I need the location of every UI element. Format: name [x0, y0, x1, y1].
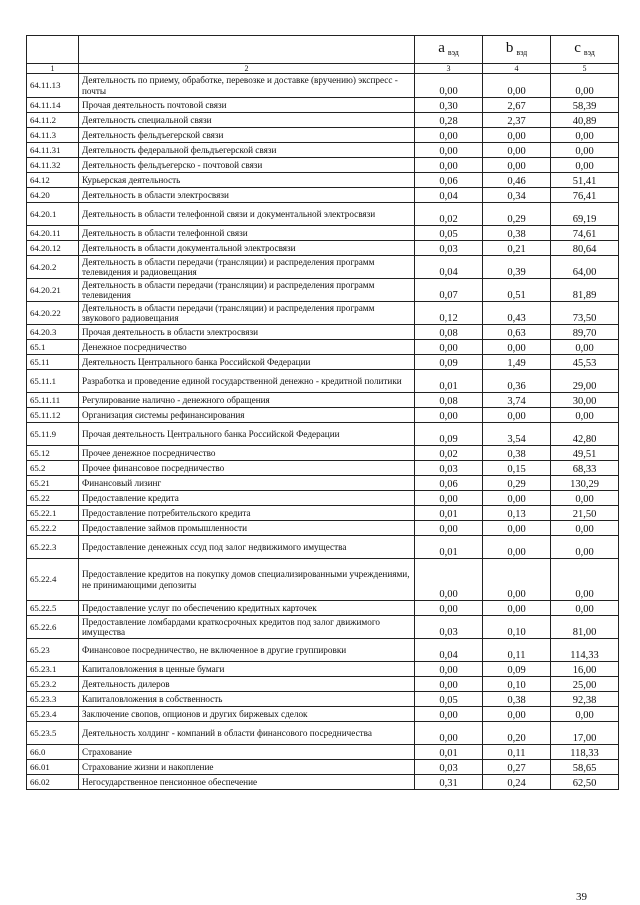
row-value-b: 0,27: [483, 760, 551, 775]
row-value-b: 0,20: [483, 722, 551, 745]
row-description: Деятельность в области передачи (трансляции) и распределения программ телевидения: [79, 279, 415, 302]
data-table: [26, 35, 619, 790]
row-description: Деятельность дилеров: [79, 677, 415, 692]
row-value-a: 0,06: [415, 476, 483, 491]
table-row: [27, 256, 619, 279]
row-value-c: 40,89: [551, 113, 619, 128]
row-code: 64.11.2: [27, 113, 79, 128]
row-value-a: 0,28: [415, 113, 483, 128]
row-description: Курьерская деятельность: [79, 173, 415, 188]
row-value-c: 58,39: [551, 98, 619, 113]
row-value-b: 0,00: [483, 143, 551, 158]
row-value-c: 0,00: [551, 707, 619, 722]
row-value-c: 0,00: [551, 559, 619, 601]
row-value-c: 0,00: [551, 143, 619, 158]
row-code: 65.22: [27, 491, 79, 506]
row-description: Деятельность в области телефонной связи: [79, 226, 415, 241]
row-value-b: 0,00: [483, 408, 551, 423]
row-value-a: 0,08: [415, 393, 483, 408]
row-value-c: 58,65: [551, 760, 619, 775]
row-description: Капиталовложения в ценные бумаги: [79, 662, 415, 677]
table-row: [27, 393, 619, 408]
table-row: [27, 521, 619, 536]
table-row: [27, 775, 619, 790]
index-cell: 2: [79, 64, 415, 74]
row-value-a: 0,05: [415, 692, 483, 707]
table-row: [27, 188, 619, 203]
row-value-a: 0,04: [415, 639, 483, 662]
row-description: Предоставление потребительского кредита: [79, 506, 415, 521]
row-value-c: 29,00: [551, 370, 619, 393]
index-row: [27, 64, 619, 74]
table-row: [27, 446, 619, 461]
header-cell-b: b $_{вэд}$: [483, 36, 551, 64]
row-description: Предоставление кредита: [79, 491, 415, 506]
index-cell: 4: [483, 64, 551, 74]
row-code: 66.0: [27, 745, 79, 760]
row-value-c: 0,00: [551, 491, 619, 506]
row-code: 64.20.1: [27, 203, 79, 226]
table-row: [27, 203, 619, 226]
row-value-b: 0,15: [483, 461, 551, 476]
row-value-a: 0,12: [415, 302, 483, 325]
row-value-c: 45,53: [551, 355, 619, 370]
row-description: Предоставление займов промышленности: [79, 521, 415, 536]
row-code: 65.12: [27, 446, 79, 461]
row-description: Деятельность фельдъегерской связи: [79, 128, 415, 143]
row-value-b: 3,74: [483, 393, 551, 408]
row-value-a: 0,04: [415, 256, 483, 279]
row-value-b: 0,00: [483, 601, 551, 616]
row-description: Регулирование налично - денежного обращения: [79, 393, 415, 408]
row-value-c: 0,00: [551, 158, 619, 173]
row-value-b: 0,29: [483, 476, 551, 491]
row-code: 65.23.1: [27, 662, 79, 677]
row-code: 64.11.13: [27, 74, 79, 98]
row-code: 65.21: [27, 476, 79, 491]
row-code: 64.11.3: [27, 128, 79, 143]
row-value-b: 0,00: [483, 74, 551, 98]
row-description: Прочая деятельность Центрального банка Российской Федерации: [79, 423, 415, 446]
row-value-a: 0,00: [415, 143, 483, 158]
row-value-a: 0,00: [415, 559, 483, 601]
table-row: [27, 113, 619, 128]
row-value-a: 0,01: [415, 536, 483, 559]
row-value-c: 51,41: [551, 173, 619, 188]
row-description: Деятельность в области передачи (трансляции) и распределения программ телевидения и радиовещания: [79, 256, 415, 279]
row-value-b: 0,09: [483, 662, 551, 677]
row-value-c: 81,89: [551, 279, 619, 302]
row-value-c: 114,33: [551, 639, 619, 662]
row-value-a: 0,00: [415, 158, 483, 173]
row-code: 64.20.21: [27, 279, 79, 302]
row-value-a: 0,30: [415, 98, 483, 113]
row-value-b: 0,38: [483, 692, 551, 707]
row-description: Денежное посредничество: [79, 340, 415, 355]
row-code: 65.22.1: [27, 506, 79, 521]
row-code: 66.02: [27, 775, 79, 790]
table-row: [27, 601, 619, 616]
row-value-c: 74,61: [551, 226, 619, 241]
row-value-c: 49,51: [551, 446, 619, 461]
table-row: [27, 279, 619, 302]
row-value-c: 25,00: [551, 677, 619, 692]
row-value-c: 69,19: [551, 203, 619, 226]
row-description: Прочее денежное посредничество: [79, 446, 415, 461]
row-description: Предоставление ломбардами краткосрочных кредитов под залог движимого имущества: [79, 616, 415, 639]
row-value-b: 1,49: [483, 355, 551, 370]
row-value-a: 0,00: [415, 408, 483, 423]
row-description: Предоставление денежных ссуд под залог недвижимого имущества: [79, 536, 415, 559]
row-value-b: 2,37: [483, 113, 551, 128]
row-value-b: 0,36: [483, 370, 551, 393]
row-description: Организация системы рефинансирования: [79, 408, 415, 423]
row-value-b: 0,00: [483, 536, 551, 559]
table-row: [27, 226, 619, 241]
row-description: Деятельность холдинг - компаний в области финансового посредничества: [79, 722, 415, 745]
row-code: 64.20.3: [27, 325, 79, 340]
row-code: 65.23.3: [27, 692, 79, 707]
table-row: [27, 74, 619, 98]
row-value-b: 0,39: [483, 256, 551, 279]
row-description: Прочее финансовое посредничество: [79, 461, 415, 476]
row-value-a: 0,02: [415, 203, 483, 226]
row-code: 65.11.1: [27, 370, 79, 393]
row-value-a: 0,03: [415, 760, 483, 775]
table-row: [27, 325, 619, 340]
table-row: [27, 355, 619, 370]
row-value-b: 0,11: [483, 745, 551, 760]
row-value-b: 0,00: [483, 559, 551, 601]
row-description: Прочая деятельность в области электросвязи: [79, 325, 415, 340]
row-value-a: 0,09: [415, 423, 483, 446]
row-description: Предоставление кредитов на покупку домов специализированными учреждениями, не принимающими депозиты: [79, 559, 415, 601]
row-code: 65.23: [27, 639, 79, 662]
table-row: [27, 692, 619, 707]
table-row: [27, 722, 619, 745]
header-cell-code: [27, 36, 79, 64]
row-code: 64.20.12: [27, 241, 79, 256]
header-cell-desc: [79, 36, 415, 64]
row-value-b: 0,38: [483, 446, 551, 461]
header-row: [27, 36, 619, 64]
row-description: Капиталовложения в собственность: [79, 692, 415, 707]
row-value-b: 0,10: [483, 677, 551, 692]
row-description: Деятельность специальной связи: [79, 113, 415, 128]
row-code: 65.23.5: [27, 722, 79, 745]
row-code: 65.11: [27, 355, 79, 370]
row-value-c: 81,00: [551, 616, 619, 639]
row-value-b: 0,00: [483, 491, 551, 506]
table-row: [27, 760, 619, 775]
index-cell: 3: [415, 64, 483, 74]
row-value-b: 3,54: [483, 423, 551, 446]
row-value-c: 68,33: [551, 461, 619, 476]
row-description: Предоставление услуг по обеспечению кредитных карточек: [79, 601, 415, 616]
table-row: [27, 423, 619, 446]
table-row: [27, 707, 619, 722]
row-value-c: 0,00: [551, 536, 619, 559]
table-row: [27, 408, 619, 423]
row-value-c: 76,41: [551, 188, 619, 203]
row-value-a: 0,00: [415, 677, 483, 692]
row-code: 64.20.11: [27, 226, 79, 241]
header-cell-a: a $_{вэд}$: [415, 36, 483, 64]
row-value-c: 21,50: [551, 506, 619, 521]
row-value-a: 0,01: [415, 506, 483, 521]
table-row: [27, 662, 619, 677]
row-code: 64.20: [27, 188, 79, 203]
row-value-b: 0,00: [483, 707, 551, 722]
row-value-a: 0,03: [415, 461, 483, 476]
table-row: [27, 98, 619, 113]
row-value-a: 0,00: [415, 662, 483, 677]
row-value-a: 0,00: [415, 128, 483, 143]
row-value-c: 16,00: [551, 662, 619, 677]
row-value-c: 0,00: [551, 128, 619, 143]
row-value-b: 0,11: [483, 639, 551, 662]
row-value-c: 80,64: [551, 241, 619, 256]
table-row: [27, 536, 619, 559]
row-value-b: 0,46: [483, 173, 551, 188]
row-value-c: 0,00: [551, 408, 619, 423]
row-code: 64.11.31: [27, 143, 79, 158]
row-value-c: 89,70: [551, 325, 619, 340]
row-value-a: 0,00: [415, 521, 483, 536]
row-value-b: 0,10: [483, 616, 551, 639]
row-code: 65.1: [27, 340, 79, 355]
row-code: 64.12: [27, 173, 79, 188]
table-row: [27, 173, 619, 188]
row-value-a: 0,09: [415, 355, 483, 370]
row-code: 65.22.2: [27, 521, 79, 536]
row-value-b: 0,38: [483, 226, 551, 241]
row-value-a: 0,08: [415, 325, 483, 340]
row-value-b: 0,13: [483, 506, 551, 521]
row-description: Деятельность в области передачи (трансляции) и распределения программ звукового радиовещания: [79, 302, 415, 325]
row-code: 65.22.5: [27, 601, 79, 616]
row-code: 64.20.2: [27, 256, 79, 279]
row-code: 65.11.11: [27, 393, 79, 408]
row-code: 65.22.6: [27, 616, 79, 639]
row-value-b: 0,63: [483, 325, 551, 340]
row-value-a: 0,06: [415, 173, 483, 188]
row-value-c: 17,00: [551, 722, 619, 745]
row-code: 65.2: [27, 461, 79, 476]
table-row: [27, 302, 619, 325]
row-value-a: 0,31: [415, 775, 483, 790]
row-value-a: 0,03: [415, 616, 483, 639]
row-value-c: 62,50: [551, 775, 619, 790]
row-value-a: 0,00: [415, 722, 483, 745]
row-description: Страхование жизни и накопление: [79, 760, 415, 775]
table-row: [27, 241, 619, 256]
table-row: [27, 677, 619, 692]
table-row: [27, 559, 619, 601]
row-code: 65.22.3: [27, 536, 79, 559]
row-value-a: 0,02: [415, 446, 483, 461]
row-description: Негосударственное пенсионное обеспечение: [79, 775, 415, 790]
row-value-b: 0,34: [483, 188, 551, 203]
table-row: [27, 340, 619, 355]
table-row: [27, 158, 619, 173]
row-value-c: 0,00: [551, 340, 619, 355]
table-row: [27, 745, 619, 760]
row-value-c: 130,29: [551, 476, 619, 491]
row-value-b: 0,43: [483, 302, 551, 325]
row-description: Страхование: [79, 745, 415, 760]
row-code: 64.20.22: [27, 302, 79, 325]
row-description: Финансовое посредничество, не включенное в другие группировки: [79, 639, 415, 662]
row-value-b: 0,21: [483, 241, 551, 256]
row-value-a: 0,00: [415, 74, 483, 98]
row-value-a: 0,00: [415, 707, 483, 722]
index-cell: 1: [27, 64, 79, 74]
row-code: 65.11.12: [27, 408, 79, 423]
row-value-a: 0,00: [415, 491, 483, 506]
row-value-a: 0,05: [415, 226, 483, 241]
row-value-c: 0,00: [551, 521, 619, 536]
row-description: Деятельность федеральной фельдъегерской связи: [79, 143, 415, 158]
table-row: [27, 143, 619, 158]
table-row: [27, 639, 619, 662]
row-value-c: 73,50: [551, 302, 619, 325]
row-value-b: 0,00: [483, 158, 551, 173]
row-code: 65.23.4: [27, 707, 79, 722]
table-row: [27, 506, 619, 521]
table-row: [27, 128, 619, 143]
row-description: Деятельность фельдъегерско - почтовой связи: [79, 158, 415, 173]
row-value-c: 30,00: [551, 393, 619, 408]
row-value-a: 0,01: [415, 370, 483, 393]
row-code: 65.11.9: [27, 423, 79, 446]
row-description: Прочая деятельность почтовой связи: [79, 98, 415, 113]
row-code: 65.23.2: [27, 677, 79, 692]
row-value-b: 0,00: [483, 128, 551, 143]
row-value-c: 0,00: [551, 74, 619, 98]
row-code: 66.01: [27, 760, 79, 775]
table-row: [27, 370, 619, 393]
index-cell: 5: [551, 64, 619, 74]
row-value-b: 0,29: [483, 203, 551, 226]
table-row: [27, 491, 619, 506]
row-description: Деятельность в области документальной электросвязи: [79, 241, 415, 256]
row-value-a: 0,00: [415, 601, 483, 616]
row-value-a: 0,07: [415, 279, 483, 302]
row-code: 64.11.32: [27, 158, 79, 173]
row-description: Заключение свопов, опционов и других биржевых сделок: [79, 707, 415, 722]
row-description: Деятельность в области электросвязи: [79, 188, 415, 203]
header-cell-c: c $_{вэд}$: [551, 36, 619, 64]
row-value-b: 2,67: [483, 98, 551, 113]
row-description: Финансовый лизинг: [79, 476, 415, 491]
row-description: Деятельность в области телефонной связи и документальной электросвязи: [79, 203, 415, 226]
row-description: Деятельность Центрального банка Российской Федерации: [79, 355, 415, 370]
row-value-a: 0,03: [415, 241, 483, 256]
table-row: [27, 616, 619, 639]
row-value-a: 0,00: [415, 340, 483, 355]
row-value-a: 0,01: [415, 745, 483, 760]
table-row: [27, 476, 619, 491]
row-value-c: 92,38: [551, 692, 619, 707]
row-value-b: 0,51: [483, 279, 551, 302]
row-code: 65.22.4: [27, 559, 79, 601]
page-number: 39: [576, 891, 587, 903]
row-value-c: 64,00: [551, 256, 619, 279]
row-value-b: 0,00: [483, 521, 551, 536]
row-value-a: 0,04: [415, 188, 483, 203]
row-code: 64.11.14: [27, 98, 79, 113]
row-description: Разработка и проведение единой государственной денежно - кредитной политики: [79, 370, 415, 393]
row-value-c: 0,00: [551, 601, 619, 616]
row-value-b: 0,24: [483, 775, 551, 790]
row-description: Деятельность по приему, обработке, перевозке и доставке (вручению) экспресс - почты: [79, 74, 415, 98]
row-value-c: 118,33: [551, 745, 619, 760]
row-value-c: 42,80: [551, 423, 619, 446]
row-value-b: 0,00: [483, 340, 551, 355]
table-row: [27, 461, 619, 476]
